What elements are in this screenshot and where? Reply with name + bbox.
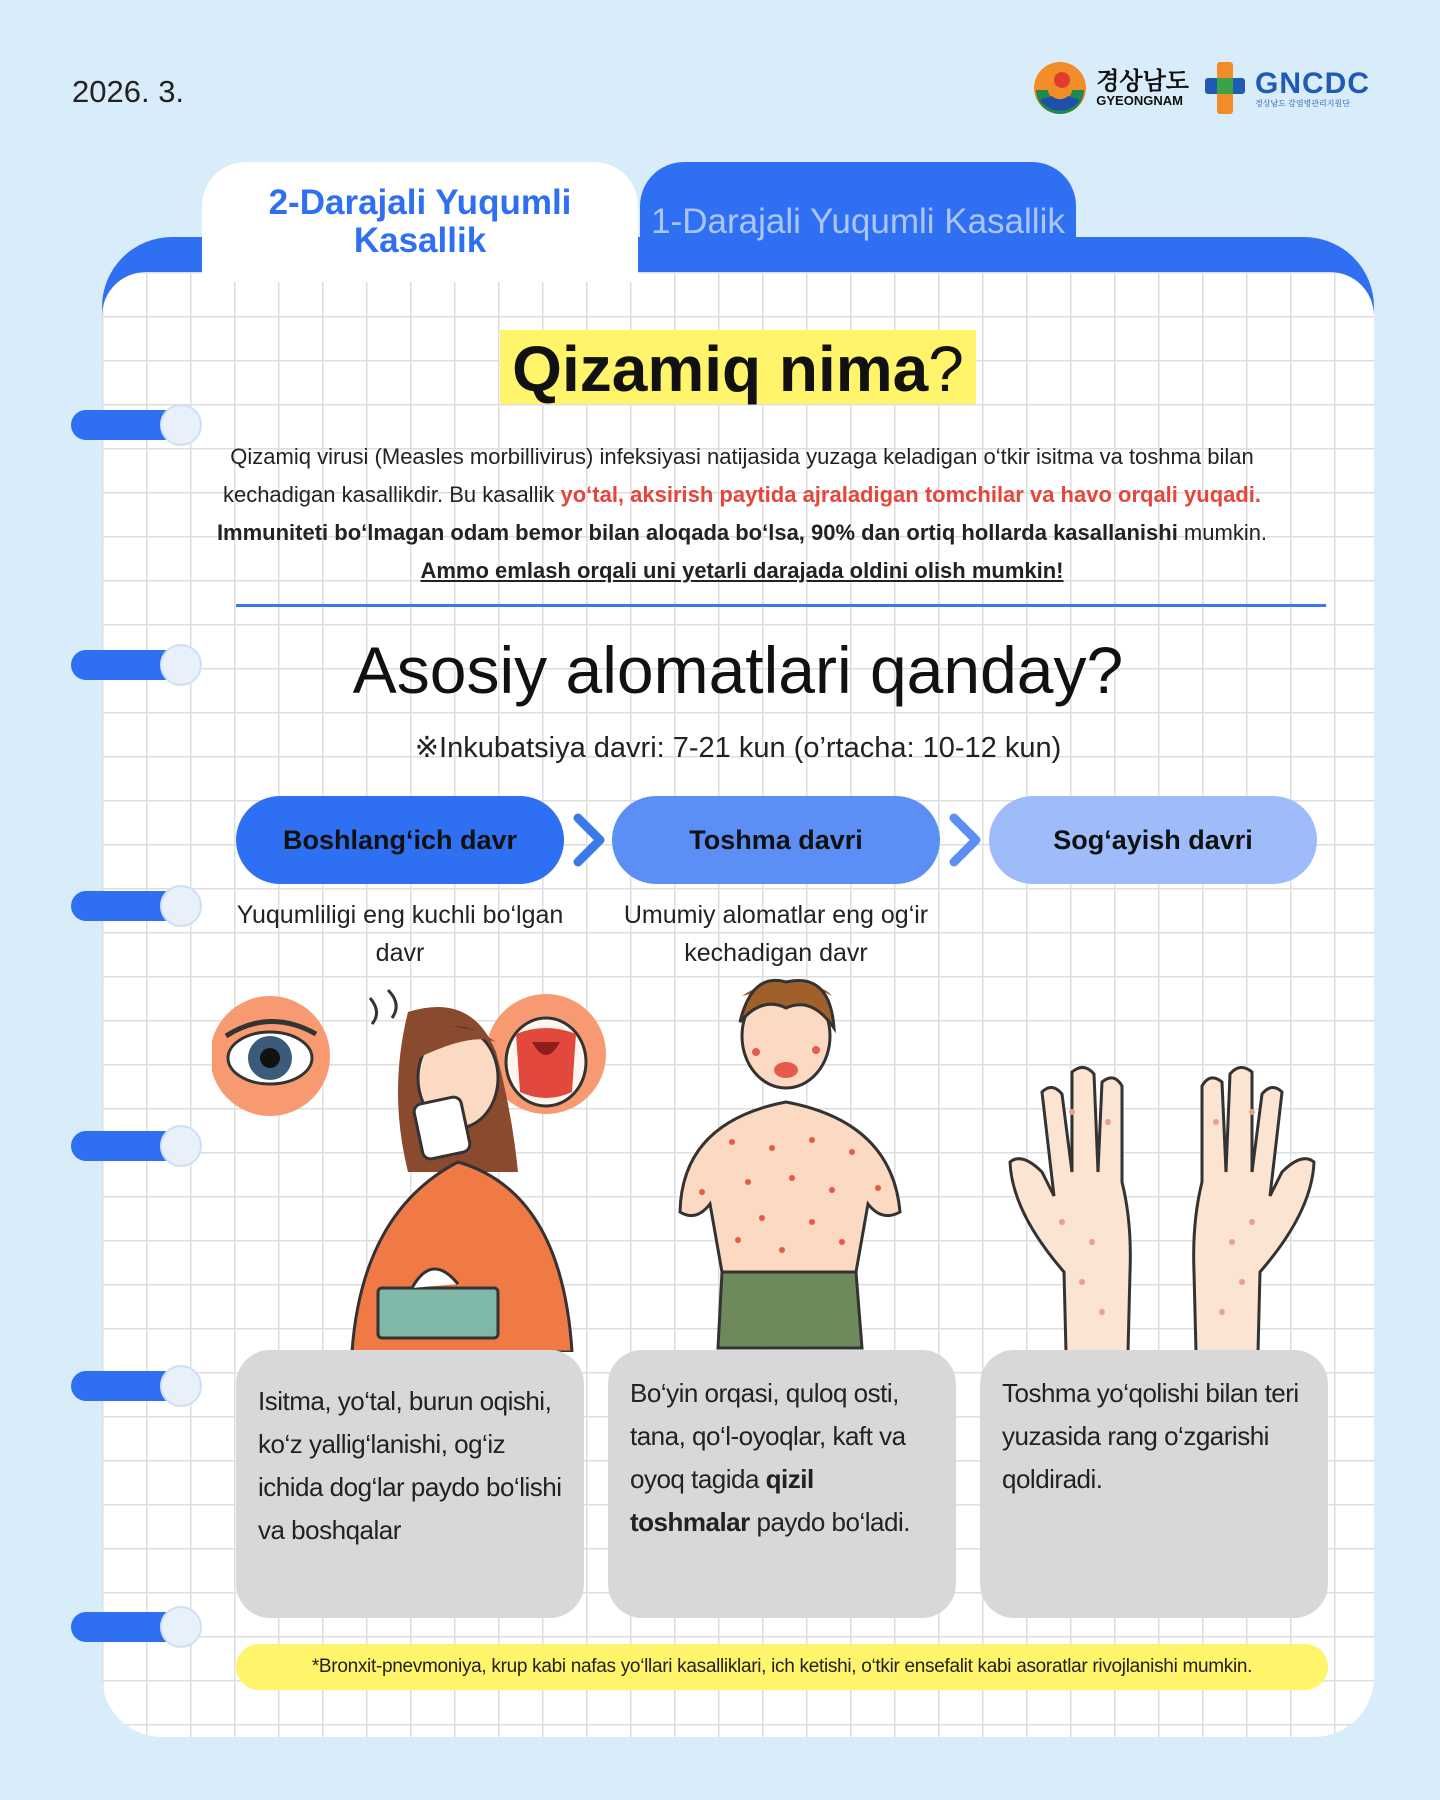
card-rash-symptoms: [608, 1350, 956, 1618]
stage-rash-desc: Umumiy alomatlar eng og‘ir kechadigan davr: [623, 901, 929, 967]
intro-risk: Immuniteti bo‘lmagan odam bemor bilan aloqada bo‘lsa, 90% dan ortiq hollarda kasallanishi: [216, 520, 1178, 545]
gyeongnam-logo: [1032, 60, 1189, 116]
gncdc-logo-text: GNCDC: [1255, 67, 1370, 101]
gyeongnam-logo-kr: 경상남도: [1096, 67, 1189, 95]
stage-initial-desc: Yuqumliligi eng kuchli bo‘lgan davr: [236, 901, 564, 967]
gncdc-logo-subtext: 경상남도 감염병관리지원단: [1255, 98, 1350, 108]
ring-hole: [160, 885, 202, 927]
intro-text: [202, 438, 1282, 590]
page-title: [500, 330, 976, 404]
ring-hole: [160, 404, 202, 446]
intro-p2-rest: mumkin.: [1177, 520, 1268, 545]
stage-recovery: Sog‘ayish davri: [989, 796, 1317, 884]
section-divider: [236, 604, 1326, 607]
card-rash-bold: qizil toshmalar: [630, 1464, 814, 1537]
intro-vaccination: Ammo emlash orqali uni yetarli darajada oldini olish mumkin!: [420, 558, 1064, 583]
card-recovery-symptoms: Toshma yo‘qolishi bilan teri yuzasida rang o‘zgarishi qoldiradi.: [980, 1350, 1328, 1618]
complications-footnote: *Bronxit-pnevmoniya, krup kabi nafas yo‘llari kasalliklari, ich ketishi, o‘tkir ensefalit kabi asoratlar rivojlanishi mumkin.: [236, 1644, 1328, 1690]
title-question-mark: ?: [928, 333, 964, 405]
stage-rash: Toshma davri: [612, 796, 940, 884]
page-content: [102, 272, 1374, 1737]
card-rash-text-b: paydo bo‘ladi.: [749, 1507, 910, 1537]
hands-with-spots-illustration: [1002, 972, 1322, 1352]
incubation-period: ※Inkubatsiya davri: 7-21 kun (o’rtacha: 10-12 kun): [414, 732, 1062, 764]
logos: [1032, 60, 1370, 116]
boy-with-rash-illustration: [662, 972, 942, 1352]
gyeongnam-logo-en: GYEONGNAM: [1096, 92, 1183, 108]
chevron-right-icon: [946, 812, 986, 868]
intro-p1: Qizamiq virusi (Measles morbillivirus) infeksiyasi natijasida yuzaga keladigan o‘tkir isitma va toshma bilan kechadigan kasallikdir. Bu kasallik: [222, 444, 1254, 507]
ring-hole: [160, 1365, 202, 1407]
card-rash-text-a: Bo‘yin orqasi, quloq osti, tana, qo‘l-oyoqlar, kaft va oyoq tagida: [630, 1378, 906, 1494]
publication-date: 2026. 3.: [72, 74, 185, 109]
tab-grade-2[interactable]: 2-Darajali Yuqumli Kasallik: [202, 162, 638, 282]
sick-woman-illustration: [212, 972, 632, 1352]
ring-hole: [160, 1606, 202, 1648]
stage-initial: Boshlang‘ich davr: [236, 796, 564, 884]
ring-hole: [160, 644, 202, 686]
intro-transmission: yo‘tal, aksirish paytida ajraladigan tomchilar va havo orqali yuqadi.: [560, 482, 1262, 507]
gncdc-logo: [1203, 60, 1370, 116]
ring-hole: [160, 1125, 202, 1167]
symptoms-heading: Asosiy alomatlari qanday?: [352, 633, 1124, 707]
tab-grade-1[interactable]: 1-Darajali Yuqumli Kasallik: [640, 162, 1076, 282]
gyeongnam-emblem-icon: [1032, 60, 1088, 116]
chevron-right-icon: [570, 812, 610, 868]
title-wrap: [102, 330, 1374, 404]
card-initial-symptoms: Isitma, yo‘tal, burun oqishi, ko‘z yallig‘lanishi, og‘iz ichida dog‘lar paydo bo‘lishi va boshqalar: [236, 1350, 584, 1618]
title-text: Qizamiq nima: [512, 333, 929, 405]
gncdc-cross-icon: [1203, 60, 1247, 116]
